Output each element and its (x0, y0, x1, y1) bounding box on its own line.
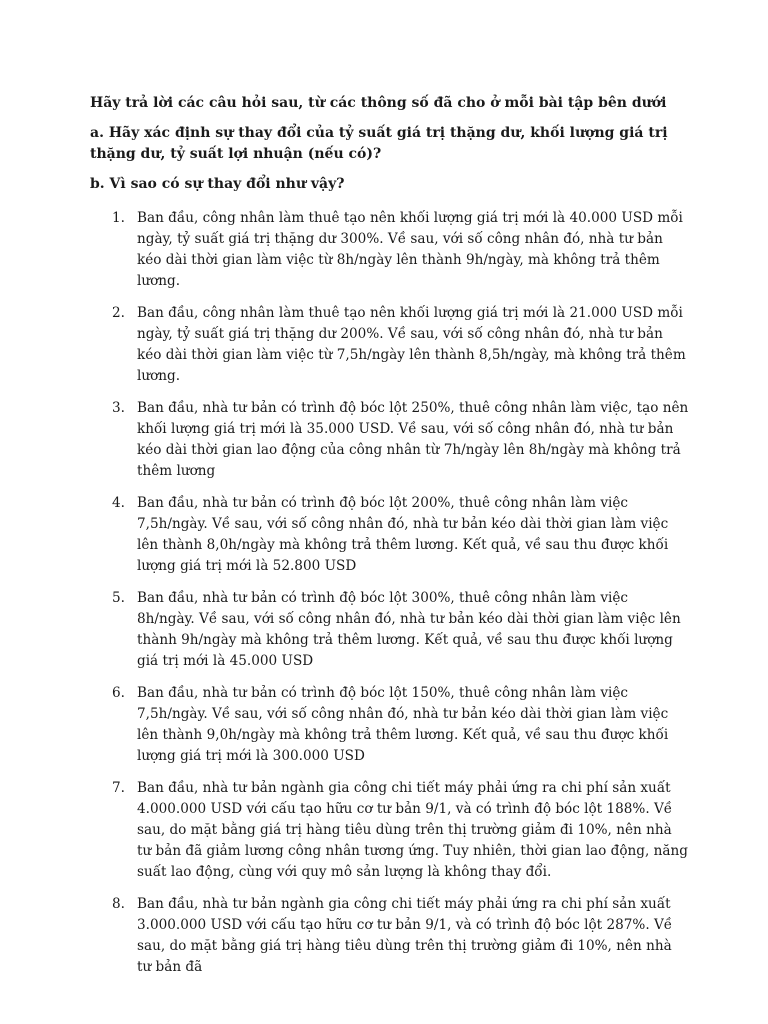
item-number: 5. (112, 590, 125, 606)
item-number: 8. (112, 896, 125, 912)
question-a-heading: a. Hãy xác định sự thay đổi của tỷ suất giá trị thặng dư, khối lượng giá trị thặng dư, tỷ suất lợi nhuận (nếu có)? (90, 125, 668, 162)
instructions-heading: Hãy trả lời các câu hỏi sau, từ các thông số đã cho ở mỗi bài tập bên dưới (90, 95, 667, 111)
item-number: 7. (112, 780, 125, 796)
exercise-item-7 (90, 778, 690, 883)
item-number: 1. (112, 210, 125, 226)
exercise-item-6 (90, 683, 690, 767)
item-number: 2. (112, 305, 125, 321)
exercise-item-3 (90, 398, 690, 482)
exercise-item-1 (90, 208, 690, 292)
item-number: 3. (112, 400, 125, 416)
item-number: 6. (112, 685, 125, 701)
item-number: 4. (112, 495, 125, 511)
exercise-item-5 (90, 588, 690, 672)
item-text: Ban đầu, nhà tư bản có trình độ bóc lột 150%, thuê công nhân làm việc 7,5h/ngày. Về sau, với số công nhân đó, nhà tư bản kéo dài thời gian làm việc lên thành 9,0h/ngày mà không trả thêm lương. Kết quả, về sau thu được khối lượng giá trị mới là 300.000 USD (137, 685, 669, 764)
exercise-item-2 (90, 303, 690, 387)
item-text: Ban đầu, công nhân làm thuê tạo nên khối lượng giá trị mới là 40.000 USD mỗi ngày, tỷ suất giá trị thặng dư 300%. Về sau, với số công nhân đó, nhà tư bản kéo dài thời gian làm việc từ 8h/ngày lên thành 9h/ngày, mà không trả thêm lương. (137, 210, 683, 289)
item-text: Ban đầu, nhà tư bản có trình độ bóc lột 300%, thuê công nhân làm việc 8h/ngày. Về sau, với số công nhân đó, nhà tư bản kéo dài thời gian làm việc lên thành 9h/ngày mà không trả thêm lương. Kết quả, về sau thu được khối lượng giá trị mới là 45.000 USD (137, 590, 681, 669)
item-text: Ban đầu, nhà tư bản ngành gia công chi tiết máy phải ứng ra chi phí sản xuất 3.000.000 USD với cấu tạo hữu cơ tư bản 9/1, và có trình độ bóc lột 287%. Về sau, do mặt bằng giá trị hàng tiêu dùng trên thị trường giảm đi 10%, nên nhà tư bản đã (137, 896, 673, 975)
document-page (90, 93, 690, 989)
item-text: Ban đầu, nhà tư bản có trình độ bóc lột 250%, thuê công nhân làm việc, tạo nên khối lượng giá trị mới là 35.000 USD. Về sau, với số công nhân đó, nhà tư bản kéo dài thời gian lao động của công nhân từ 7h/ngày lên 8h/ngày mà không trả thêm lương (137, 400, 689, 479)
question-b-heading: b. Vì sao có sự thay đổi như vậy? (90, 176, 345, 192)
item-text: Ban đầu, công nhân làm thuê tạo nên khối lượng giá trị mới là 21.000 USD mỗi ngày, tỷ suất giá trị thặng dư 200%. Về sau, với số công nhân đó, nhà tư bản kéo dài thời gian làm việc từ 7,5h/ngày lên thành 8,5h/ngày, mà không trả thêm lương. (137, 305, 686, 384)
exercise-item-8 (90, 894, 690, 978)
item-text: Ban đầu, nhà tư bản ngành gia công chi tiết máy phải ứng ra chi phí sản xuất 4.000.000 USD với cấu tạo hữu cơ tư bản 9/1, và có trình độ bóc lột 188%. Về sau, do mặt bằng giá trị hàng tiêu dùng trên thị trường giảm đi 10%, nên nhà tư bản đã giảm lương công nhân tương ứng. Tuy nhiên, thời gian lao động, năng suất lao động, cùng với quy mô sản lượng là không thay đổi. (137, 780, 688, 880)
exercise-list (90, 208, 690, 978)
item-text: Ban đầu, nhà tư bản có trình độ bóc lột 200%, thuê công nhân làm việc 7,5h/ngày. Về sau, với số công nhân đó, nhà tư bản kéo dài thời gian làm việc lên thành 8,0h/ngày mà không trả thêm lương. Kết quả, về sau thu được khối lượng giá trị mới là 52.800 USD (137, 495, 669, 574)
exercise-item-4 (90, 493, 690, 577)
